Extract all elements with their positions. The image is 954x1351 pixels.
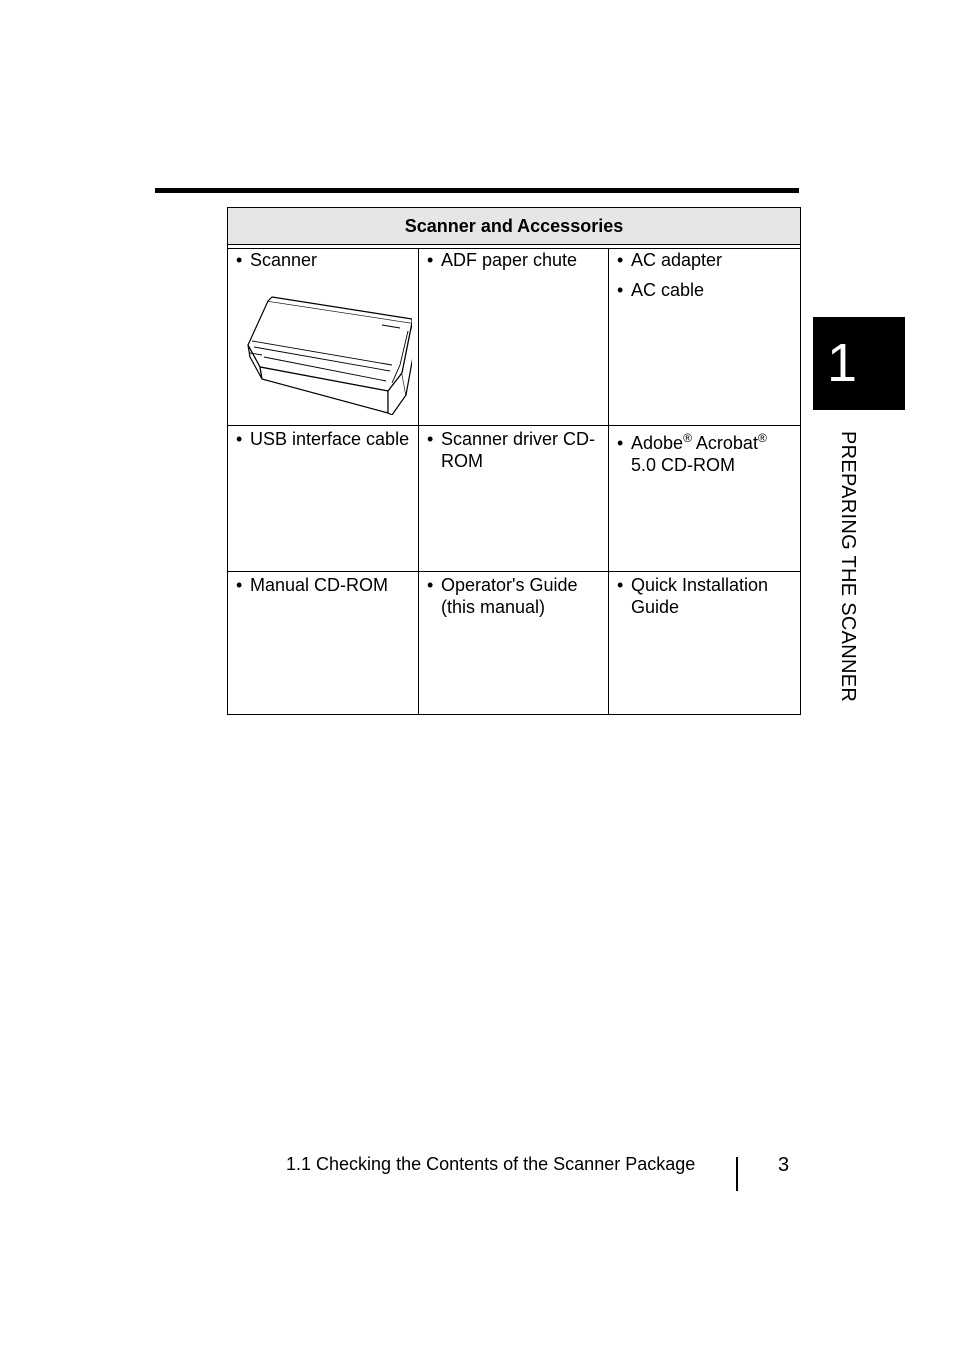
bullet: • xyxy=(236,250,243,270)
scanner-illustration xyxy=(242,295,412,415)
list-item: • Quick Installation Guide xyxy=(617,575,769,617)
list-item: • AC adapter xyxy=(617,250,723,270)
footer-section-title: 1.1 Checking the Contents of the Scanner Package xyxy=(286,1154,696,1174)
list-item: • USB interface cable xyxy=(236,429,410,449)
table-cell xyxy=(419,249,609,426)
list-item: • Adobe® Acrobat® 5.0 CD-ROM xyxy=(617,431,767,475)
list-item: • Scanner driver CD-ROM xyxy=(427,429,596,471)
footer-divider xyxy=(736,1157,738,1191)
table-cell xyxy=(419,426,609,572)
list-item: • Operator's Guide (this manual) xyxy=(427,575,578,617)
chapter-title: PREPARING THE SCANNER xyxy=(837,431,859,703)
list-item: • ADF paper chute xyxy=(427,250,578,270)
table-cell xyxy=(609,572,801,715)
top-rule xyxy=(155,188,799,193)
list-item: • Manual CD-ROM xyxy=(236,575,389,595)
table-cell xyxy=(609,426,801,572)
table-cell xyxy=(228,572,419,715)
page-number: 3 xyxy=(778,1154,790,1176)
table-cell xyxy=(609,249,801,426)
list-item: • Scanner xyxy=(236,250,318,270)
registered-mark: ® xyxy=(683,431,692,445)
table-row xyxy=(228,426,801,572)
accessories-table xyxy=(227,207,801,715)
table-row xyxy=(228,249,801,426)
table-cell xyxy=(228,249,419,426)
table-cell xyxy=(228,426,419,572)
table-cell xyxy=(419,572,609,715)
list-item: • AC cable xyxy=(617,280,705,300)
table-row xyxy=(228,572,801,715)
chapter-number: 1 xyxy=(827,333,858,393)
table-header: Scanner and Accessories xyxy=(228,208,801,245)
registered-mark: ® xyxy=(757,431,767,445)
